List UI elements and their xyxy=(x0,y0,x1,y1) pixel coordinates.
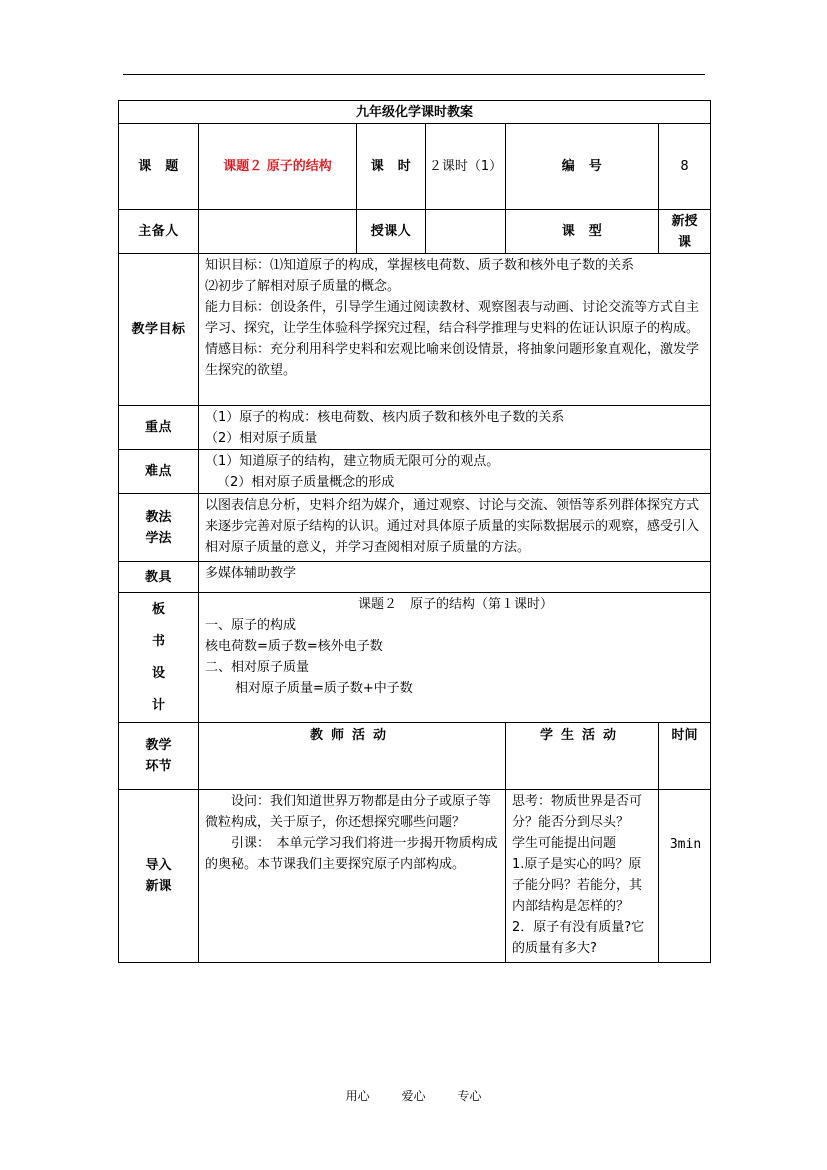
hours-label: 课 时 xyxy=(357,124,426,210)
lecturer-value xyxy=(426,210,506,254)
type-value: 新授课 xyxy=(659,210,711,254)
key-points-content xyxy=(199,406,711,450)
board-label-char: 板 xyxy=(151,601,165,617)
lesson-plan-table xyxy=(118,100,711,963)
stage-label xyxy=(119,723,199,790)
teacher-paragraph: 设问：我们知道世界万物都是由分子或原子等微粒构成，关于原子，你还想探究哪些问题？ xyxy=(205,794,492,830)
time-header: 时间 xyxy=(659,723,711,790)
topic-value: 课题２ 原子的结构 xyxy=(199,124,357,210)
aids-label: 教具 xyxy=(119,562,199,593)
intro-student-activity xyxy=(506,790,659,963)
objective-line: ⑵初步了解相对原子质量的概念。 xyxy=(205,279,401,294)
board-line: 一、原子的构成 xyxy=(205,618,297,633)
preparer-value xyxy=(199,210,357,254)
intro-teacher-activity xyxy=(199,790,506,963)
footer-word: 爱心 xyxy=(401,1089,426,1103)
difficulties-content xyxy=(199,450,711,494)
board-label-char: 书 xyxy=(151,633,165,649)
difficulty-line: （1）知道原子的结构，建立物质无限可分的观点。 xyxy=(205,454,500,469)
preparer-label: 主备人 xyxy=(119,210,199,254)
intro-label xyxy=(119,790,199,963)
stage-label-1: 教学 xyxy=(145,738,172,753)
objective-line: 情感目标：充分利用科学史料和宏观比喻来创设情景，将抽象问题形象直观化，激发学生探究的欲望。 xyxy=(205,342,700,378)
methods-label-1: 教法 xyxy=(145,509,172,525)
methods-content: 以图表信息分析，史料介绍为媒介，通过观察、讨论与交流、领悟等系列群体探究方式来逐步完善对原子结构的认识。通过对具体原子质量的实际数据展示的观察，感受引入相对原子质量的意义，并学习查阅相对原子质量的方法。 xyxy=(199,494,711,562)
student-line: 思考：物质世界是否可分？能否分到尽头？ xyxy=(512,794,643,830)
objectives-label: 教学目标 xyxy=(119,254,199,406)
page-footer xyxy=(0,1087,827,1104)
intro-label-2: 新课 xyxy=(145,879,172,894)
objective-line: 能力目标：创设条件，引导学生通过阅读教材、观察图表与动画、讨论交流等方式自主学习、探究，让学生体验科学探究过程，结合科学推理与史料的佐证认识原子的构成。 xyxy=(205,300,700,336)
teacher-activity-header: 教师活动 xyxy=(199,723,506,790)
footer-word: 专心 xyxy=(457,1089,482,1103)
board-label-char: 计 xyxy=(151,697,165,713)
type-label: 课 型 xyxy=(506,210,659,254)
intro-time: 3min xyxy=(659,790,711,963)
header-rule xyxy=(123,74,705,75)
key-point-line: （2）相对原子质量 xyxy=(205,431,318,446)
number-label: 编 号 xyxy=(506,124,659,210)
difficulties-label: 难点 xyxy=(119,450,199,494)
lecturer-label: 授课人 xyxy=(357,210,426,254)
doc-title: 九年级化学课时教案 xyxy=(119,101,711,124)
board-label xyxy=(119,593,199,723)
methods-label xyxy=(119,494,199,562)
board-line: 核电荷数=质子数=核外电子数 xyxy=(205,639,383,654)
board-label-char: 设 xyxy=(151,665,165,681)
objectives-content xyxy=(199,254,711,406)
topic-label: 课 题 xyxy=(119,124,199,210)
board-line: 二、相对原子质量 xyxy=(205,660,310,675)
key-point-line: （1）原子的构成：核电荷数、核内质子数和核外电子数的关系 xyxy=(205,410,565,425)
student-activity-header: 学生活动 xyxy=(506,723,659,790)
student-line: 1.原子是实心的吗？原子能分吗？若能分，其内部结构是怎样的？ xyxy=(512,857,643,914)
key-points-label: 重点 xyxy=(119,406,199,450)
objective-line: 知识目标：⑴知道原子的构成，掌握核电荷数、质子数和核外电子数的关系 xyxy=(205,258,635,273)
student-line: 学生可能提出问题 xyxy=(512,836,617,851)
aids-content: 多媒体辅助教学 xyxy=(199,562,711,593)
footer-word: 用心 xyxy=(345,1089,370,1103)
methods-label-2: 学法 xyxy=(145,530,172,546)
student-line: 2．原子有没有质量?它的质量有多大? xyxy=(512,920,645,956)
board-content xyxy=(199,593,711,723)
number-value: 8 xyxy=(659,124,711,210)
board-line: 相对原子质量=质子数+中子数 xyxy=(235,681,413,696)
teacher-paragraph: 引课： 本单元学习我们将进一步揭开物质构成的奥秘。本节课我们主要探究原子内部构成。 xyxy=(205,836,498,872)
intro-label-1: 导入 xyxy=(145,858,172,873)
stage-label-2: 环节 xyxy=(145,759,172,774)
board-heading: 课题２ 原子的结构（第１课时） xyxy=(357,597,553,612)
difficulty-line: （2）相对原子质量概念的形成 xyxy=(217,475,395,490)
hours-value: ２课时（1） xyxy=(426,124,506,210)
